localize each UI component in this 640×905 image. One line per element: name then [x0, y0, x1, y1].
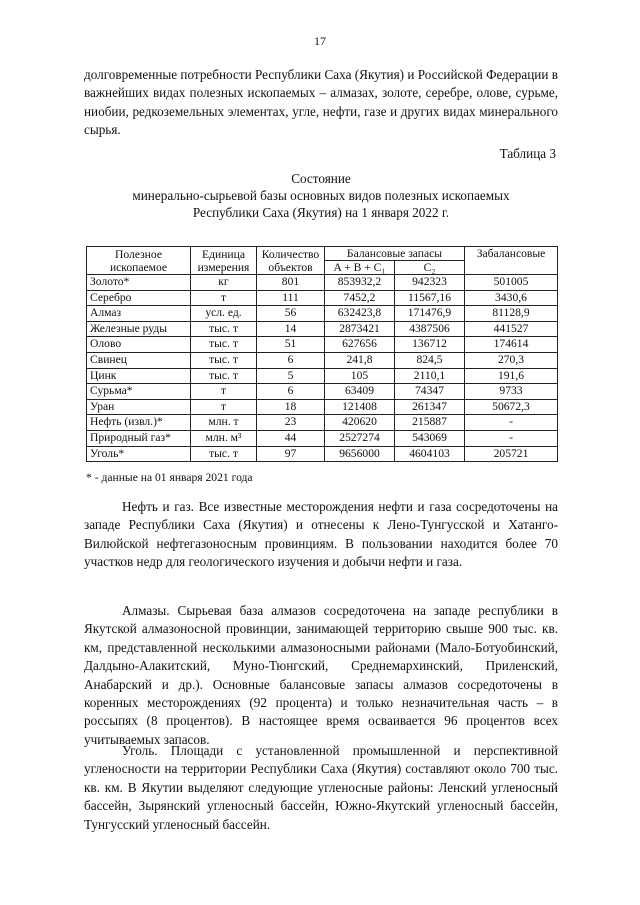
- cell-unit: тыс. т: [191, 446, 257, 462]
- cell-name: Уголь*: [87, 446, 191, 462]
- table-row: [87, 290, 558, 306]
- cell-unit: т: [191, 384, 257, 400]
- cell-abc: 241,8: [325, 352, 395, 368]
- cell-unit: млн. м³: [191, 430, 257, 446]
- cell-abc: 63409: [325, 384, 395, 400]
- cell-abc: 627656: [325, 337, 395, 353]
- cell-abc: 7452,2: [325, 290, 395, 306]
- intro-paragraph: долговременные потребности Республики Саха (Якутия) и Российской Федерации в важнейших видах полезных ископаемых – алмазах, золоте, серебре, олове, сурьме, ниобии, редкоземельных элементах, угле, нефти, газе и других видах минерального сырья.: [84, 67, 558, 138]
- cell-abc: 2873421: [325, 321, 395, 337]
- cell-unit: тыс. т: [191, 321, 257, 337]
- cell-count: 97: [257, 446, 325, 462]
- cell-c2: 543069: [395, 430, 465, 446]
- cell-offbalance: 50672,3: [465, 399, 558, 415]
- table-caption: [84, 170, 558, 221]
- cell-c2: 4604103: [395, 446, 465, 462]
- table-label: Таблица 3: [499, 146, 556, 161]
- cell-c2: 2110,1: [395, 368, 465, 384]
- cell-c2: 171476,9: [395, 306, 465, 322]
- cell-offbalance: 81128,9: [465, 306, 558, 322]
- cell-name: Серебро: [87, 290, 191, 306]
- cell-unit: тыс. т: [191, 368, 257, 384]
- header-offbalance: Забалансовые: [465, 247, 558, 275]
- cell-count: 6: [257, 384, 325, 400]
- cell-offbalance: 174614: [465, 337, 558, 353]
- cell-name: Свинец: [87, 352, 191, 368]
- table-row: [87, 368, 558, 384]
- cell-offbalance: 270,3: [465, 352, 558, 368]
- cell-unit: тыс. т: [191, 337, 257, 353]
- cell-count: 23: [257, 415, 325, 431]
- cell-c2: 4387506: [395, 321, 465, 337]
- reserves-table: [86, 246, 558, 462]
- cell-abc: 420620: [325, 415, 395, 431]
- cell-c2: 11567,16: [395, 290, 465, 306]
- cell-unit: т: [191, 290, 257, 306]
- cell-name: Сурьма*: [87, 384, 191, 400]
- cell-c2: 824,5: [395, 352, 465, 368]
- cell-c2: 942323: [395, 275, 465, 291]
- table-row: [87, 352, 558, 368]
- cell-count: 5: [257, 368, 325, 384]
- table-row: [87, 384, 558, 400]
- table-row: [87, 446, 558, 462]
- cell-count: 14: [257, 321, 325, 337]
- cell-unit: т: [191, 399, 257, 415]
- cell-c2: 215887: [395, 415, 465, 431]
- cell-name: Золото*: [87, 275, 191, 291]
- cell-offbalance: -: [465, 430, 558, 446]
- cell-name: Цинк: [87, 368, 191, 384]
- table-body: [87, 275, 558, 462]
- cell-offbalance: 3430,6: [465, 290, 558, 306]
- paragraph-oil-gas: Нефть и газ. Все известные месторождения нефти и газа сосредоточены на западе Республики Саха (Якутия) и отнесены к Лено-Тунгусской и Хатанго-Вилюйской нефтегазоносным провинциям. В пользовании находится более 70 участков недр для геологического изучения и добычи нефти и газа.: [84, 499, 558, 570]
- header-count: Количество объектов: [257, 247, 325, 275]
- cell-count: 56: [257, 306, 325, 322]
- cell-abc: 121408: [325, 399, 395, 415]
- caption-line-2: минерально-сырьевой базы основных видов полезных ископаемых: [132, 188, 510, 203]
- header-c2: C₂: [395, 261, 465, 275]
- header-unit: Единица измерения: [191, 247, 257, 275]
- cell-name: Нефть (извл.)*: [87, 415, 191, 431]
- cell-unit: кг: [191, 275, 257, 291]
- cell-count: 111: [257, 290, 325, 306]
- cell-abc: 105: [325, 368, 395, 384]
- paragraph-diamonds: Алмазы. Сырьевая база алмазов сосредоточена на западе республики в Якутской алмазоносной провинции, занимающей территорию свыше 900 тыс. кв. км, представленной несколькими алмазоносными районами (Мало-Ботуобинский, Далдыно-Алакитский, Муно-Тюнгский, Среднемархинский, Приленский, Анабарский и др.). Основные балансовые запасы алмазов сосредоточены в коренных месторождениях (92 процента) и только незначительная часть – в россыпях (8 процентов). В настоящее время осваивается 96 процентов всех учитываемых запасов.: [84, 603, 558, 747]
- cell-name: Алмаз: [87, 306, 191, 322]
- cell-abc: 9656000: [325, 446, 395, 462]
- cell-unit: млн. т: [191, 415, 257, 431]
- cell-count: 51: [257, 337, 325, 353]
- caption-line-3: Республики Саха (Якутия) на 1 января 2022 г.: [192, 205, 450, 220]
- table-row: [87, 306, 558, 322]
- cell-count: 44: [257, 430, 325, 446]
- cell-offbalance: 441527: [465, 321, 558, 337]
- header-abc: A + B + C₁: [325, 261, 395, 275]
- cell-name: Олово: [87, 337, 191, 353]
- caption-line-1: Состояние: [291, 171, 351, 186]
- cell-offbalance: -: [465, 415, 558, 431]
- table-row: [87, 399, 558, 415]
- cell-name: Железные руды: [87, 321, 191, 337]
- cell-c2: 74347: [395, 384, 465, 400]
- table-row: [87, 275, 558, 291]
- cell-unit: усл. ед.: [191, 306, 257, 322]
- paragraph-coal: Уголь. Площади с установленной промышленной и перспективной угленосности на территории Республики Саха (Якутия) составляют около 700 тыс. кв. км. В Якутии выделяют следующие угленосные районы: Ленский угленосный бассейн, Зырянский угленосный бассейн, Южно-Якутский угленосный бассейн, Тунгусский угленосный бассейн.: [84, 743, 558, 832]
- table-row: [87, 321, 558, 337]
- table-row: [87, 415, 558, 431]
- table-row: [87, 430, 558, 446]
- cell-unit: тыс. т: [191, 352, 257, 368]
- cell-abc: 853932,2: [325, 275, 395, 291]
- header-mineral: Полезное ископаемое: [87, 247, 191, 275]
- cell-name: Природный газ*: [87, 430, 191, 446]
- cell-count: 801: [257, 275, 325, 291]
- cell-offbalance: 191,6: [465, 368, 558, 384]
- cell-abc: 2527274: [325, 430, 395, 446]
- cell-offbalance: 501005: [465, 275, 558, 291]
- cell-offbalance: 205721: [465, 446, 558, 462]
- table-footnote: * - данные на 01 января 2021 года: [86, 471, 253, 484]
- header-balance: Балансовые запасы: [325, 247, 465, 261]
- cell-offbalance: 9733: [465, 384, 558, 400]
- cell-abc: 632423,8: [325, 306, 395, 322]
- cell-c2: 261347: [395, 399, 465, 415]
- table-row: [87, 337, 558, 353]
- cell-count: 18: [257, 399, 325, 415]
- cell-count: 6: [257, 352, 325, 368]
- cell-name: Уран: [87, 399, 191, 415]
- cell-c2: 136712: [395, 337, 465, 353]
- page-number: 17: [314, 34, 326, 48]
